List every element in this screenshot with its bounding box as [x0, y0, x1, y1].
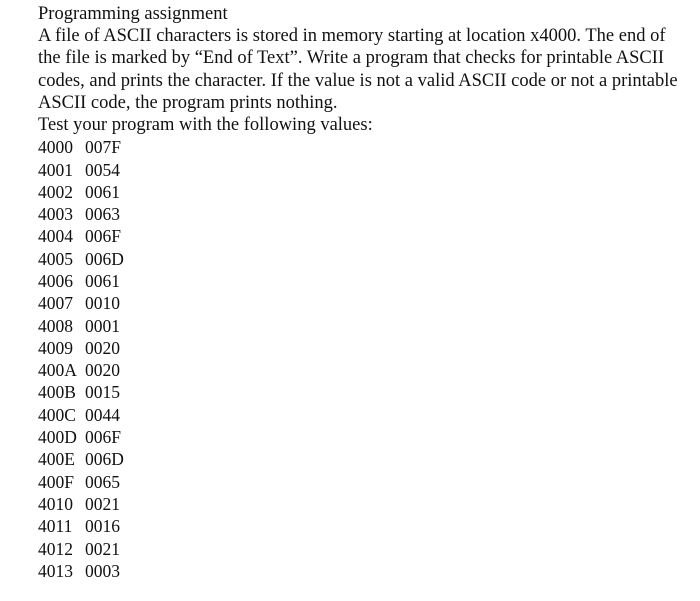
memory-value-row — [38, 225, 683, 247]
memory-address: 4006 — [38, 271, 73, 291]
assignment-description: A file of ASCII characters is stored in memory starting at location x4000. The end of the file is marked by “End of Text”. Write a program that checks for printable ASCII codes, and prints the character. If the value is not a valid ASCII code or not a printable ASCII code, the program prints nothing. — [38, 26, 678, 113]
memory-value-row — [38, 159, 683, 181]
assignment-document — [38, 3, 683, 582]
memory-address: 4012 — [38, 538, 73, 559]
memory-value-row — [38, 448, 683, 470]
memory-address: 4004 — [38, 226, 73, 247]
memory-value-row — [38, 560, 683, 582]
document-title: Programming assignment — [38, 4, 228, 24]
memory-values-list — [38, 136, 683, 582]
memory-value-row — [38, 538, 683, 560]
memory-address: 4001 — [38, 159, 73, 180]
memory-address: 4011 — [38, 516, 73, 537]
memory-value: 0016 — [85, 516, 120, 537]
memory-address: 4003 — [38, 204, 73, 225]
memory-address: 4000 — [38, 137, 73, 158]
memory-value: 007F — [85, 137, 121, 158]
memory-value: 0010 — [85, 293, 120, 314]
memory-value: 0015 — [85, 382, 120, 403]
test-instruction: Test your program with the following values: — [38, 115, 373, 136]
memory-address: 400C — [38, 404, 76, 425]
memory-address: 4013 — [38, 560, 73, 581]
memory-value: 006F — [85, 427, 121, 448]
memory-value-row — [38, 359, 683, 381]
memory-value-row — [38, 292, 683, 314]
memory-value: 0020 — [85, 360, 120, 381]
memory-address: 400A — [38, 360, 77, 381]
memory-value-row — [38, 426, 683, 448]
memory-address: 400F — [38, 471, 74, 492]
memory-value: 0065 — [85, 471, 120, 492]
memory-value-row — [38, 270, 683, 292]
memory-address: 400E — [38, 449, 75, 470]
memory-address: 4007 — [38, 293, 73, 314]
memory-address: 4005 — [38, 248, 73, 269]
memory-value-row — [38, 471, 683, 493]
memory-value: 006F — [85, 226, 121, 247]
memory-value-row — [38, 381, 683, 403]
memory-value: 0063 — [85, 204, 120, 225]
memory-address: 400B — [38, 382, 76, 403]
memory-value-row — [38, 248, 683, 270]
memory-value-row — [38, 493, 683, 515]
memory-value-row — [38, 515, 683, 537]
memory-value-row — [38, 337, 683, 359]
memory-address: 4008 — [38, 315, 73, 336]
memory-value: 0061 — [85, 271, 120, 291]
memory-value: 0044 — [85, 404, 120, 425]
memory-value-row — [38, 404, 683, 426]
memory-value: 006D — [85, 449, 124, 470]
memory-address: 4002 — [38, 181, 73, 202]
memory-value: 0054 — [85, 159, 120, 180]
memory-address: 400D — [38, 427, 77, 448]
memory-value-row — [38, 181, 683, 203]
memory-value: 006D — [85, 248, 124, 269]
memory-value-row — [38, 136, 683, 158]
memory-value: 0061 — [85, 181, 120, 202]
memory-value-row — [38, 315, 683, 337]
memory-address: 4009 — [38, 337, 73, 358]
memory-address: 4010 — [38, 493, 73, 514]
memory-value: 0021 — [85, 493, 120, 514]
memory-value: 0021 — [85, 538, 120, 559]
memory-value: 0020 — [85, 337, 120, 358]
memory-value: 0001 — [85, 315, 120, 336]
memory-value: 0003 — [85, 560, 120, 581]
memory-value-row — [38, 203, 683, 225]
